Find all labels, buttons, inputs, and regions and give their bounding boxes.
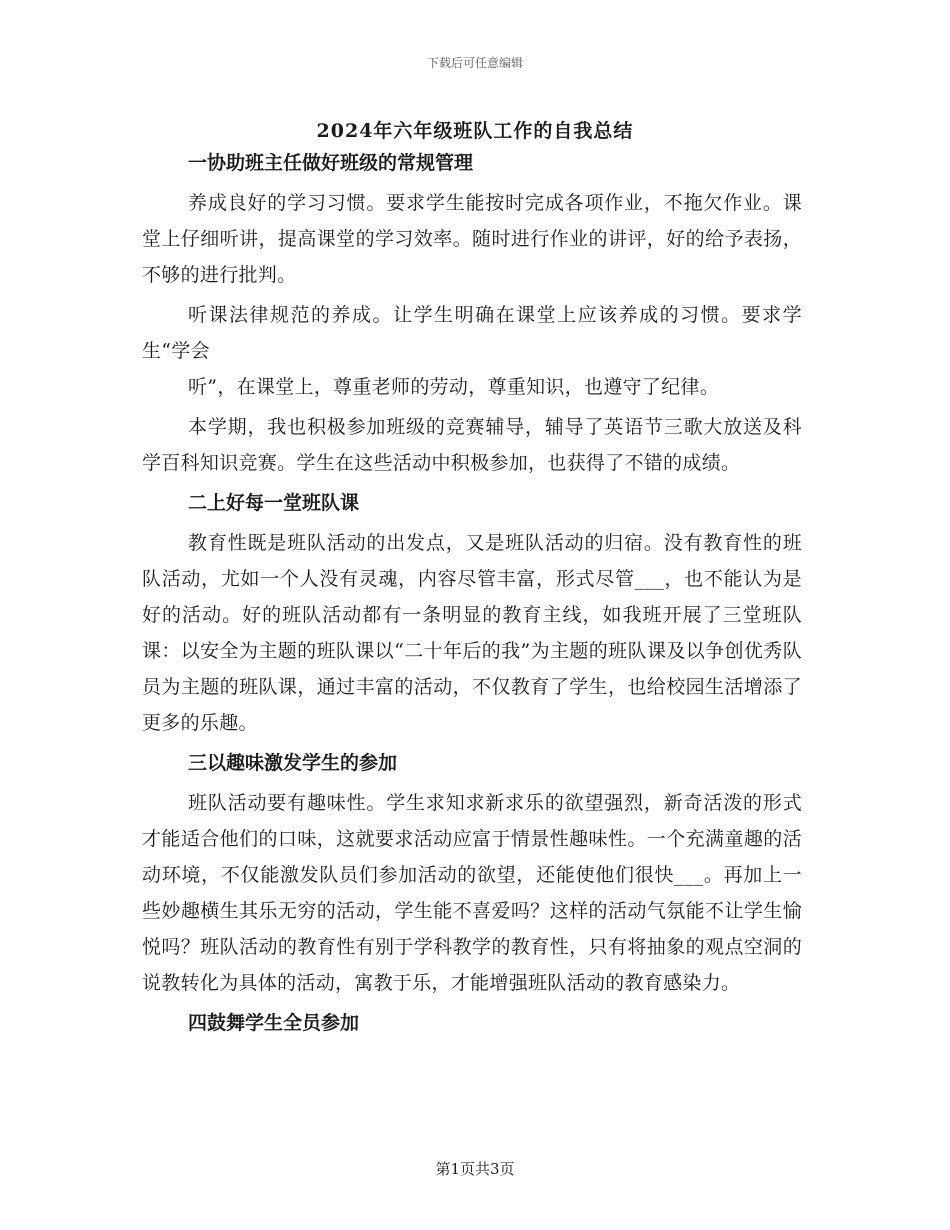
document-body <box>142 145 802 1045</box>
document-title: 2024年六年级班队工作的自我总结 <box>316 120 634 142</box>
paragraph: 本学期，我也积极参加班级的竞赛辅导，辅导了英语节三歌大放送及科学百科知识竞赛。学生在这些活动中积极参加，也获得了不错的成绩。 <box>142 416 802 474</box>
section-heading-2: 二上好每一堂班队课 <box>188 492 360 514</box>
page-footer: 第1页共3页 <box>435 1160 515 1178</box>
paragraph: 听课法律规范的养成。让学生明确在课堂上应该养成的习惯。要求学生“学会 <box>142 304 802 362</box>
header-note: 下载后可任意编辑 <box>426 56 523 70</box>
section-heading-4: 四鼓舞学生全员参加 <box>188 1012 360 1034</box>
section-heading-3: 三以趣味激发学生的参加 <box>188 752 398 774</box>
paragraph: 养成良好的学习习惯。要求学生能按时完成各项作业，不拖欠作业。课堂上仔细听讲，提高课堂的学习效率。随时进行作业的讲评，好的给予表扬，不够的进行批判。 <box>142 192 802 286</box>
section-heading-1: 一协助班主任做好班级的常规管理 <box>188 152 474 174</box>
paragraph: 班队活动要有趣味性。学生求知求新求乐的欲望强烈，新奇活泼的形式才能适合他们的口味，这就要求活动应富于情景性趣味性。一个充满童趣的活动环境，不仅能激发队员们参加活动的欲望，还能使他们很快___。再加上一些妙趣横生其乐无穷的活动，学生能不喜爱吗？这样的活动气氛能不让学生愉悦吗？班队活动的教育性有别于学科教学的教育性，只有将抽象的观点空洞的说教转化为具体的活动，寓教于乐，才能增强班队活动的教育感染力。 <box>142 792 802 994</box>
paragraph: 听”，在课堂上，尊重老师的劳动，尊重知识，也遵守了纪律。 <box>188 376 720 398</box>
paragraph: 教育性既是班队活动的出发点，又是班队活动的归宿。没有教育性的班队活动，尤如一个人没有灵魂，内容尽管丰富，形式尽管___，也不能认为是好的活动。好的班队活动都有一条明显的教育主线，如我班开展了三堂班队课：以安全为主题的班队课以“二十年后的我”为主题的班队课及以争创优秀队员为主题的班队课，通过丰富的活动，不仅教育了学生，也给校园生活增添了更多的乐趣。 <box>142 532 802 734</box>
